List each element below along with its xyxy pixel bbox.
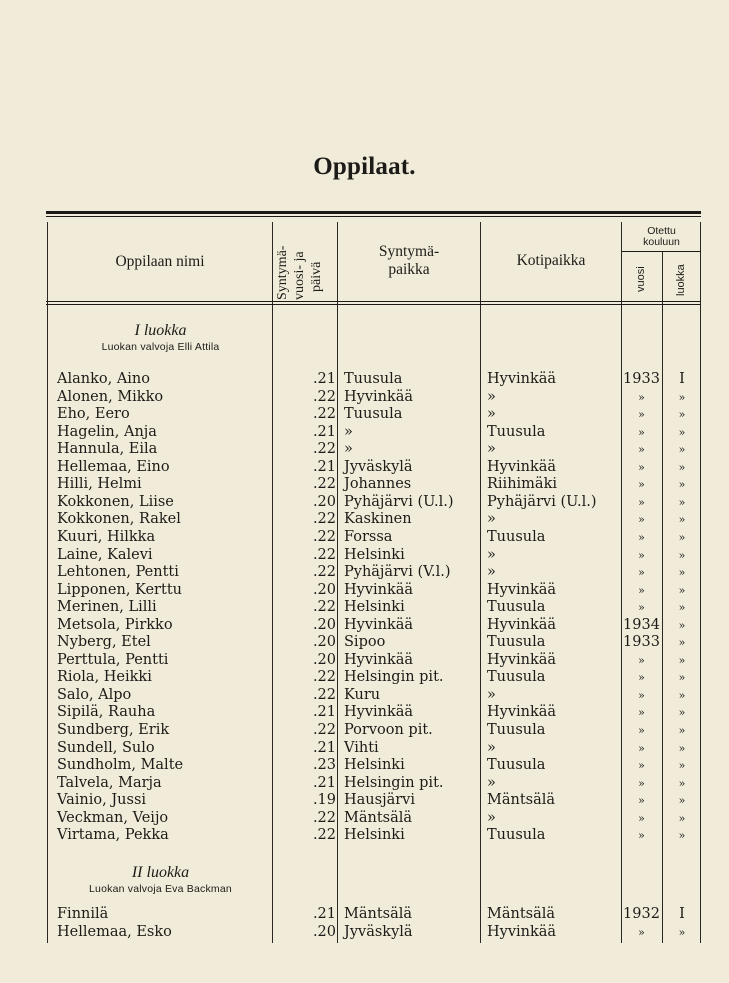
table-row	[0, 687, 729, 705]
student-name: Hellemaa, Esko	[57, 924, 172, 940]
home-town: »	[487, 406, 496, 423]
enrolled-class: »	[678, 653, 686, 667]
birthplace: »	[344, 423, 353, 440]
enrolled-year: »	[638, 653, 645, 667]
enrolled-class: »	[678, 390, 686, 404]
student-name: Riola, Heikki	[57, 669, 152, 686]
section-title: II luokka	[131, 864, 190, 881]
student-name: Eho, Eero	[57, 406, 130, 423]
table-row	[0, 775, 729, 793]
enrolled-class: »	[678, 794, 686, 808]
birth-year: .20	[312, 581, 336, 598]
student-name: Alonen, Mikko	[57, 388, 164, 405]
enrolled-class: »	[678, 408, 686, 422]
birthplace: »	[344, 441, 353, 458]
home-town: Hyvinkää	[487, 616, 557, 633]
header-bottom-rule-thin	[46, 304, 701, 305]
birthplace: Sipoo	[344, 634, 386, 651]
enrolled-year: »	[638, 478, 645, 492]
table-row	[0, 704, 729, 722]
home-town: »	[487, 441, 496, 458]
birthplace: Johannes	[344, 476, 412, 493]
home-town: Tuusula	[487, 599, 546, 616]
birth-year: .21	[312, 371, 336, 387]
home-town: Tuusula	[487, 669, 546, 686]
enrolled-year: »	[638, 688, 645, 702]
enrolled-year: »	[638, 724, 645, 737]
enrolled-year: 1933	[623, 371, 660, 387]
header-birth-date-line3: päivä	[309, 261, 324, 292]
enrolled-class: »	[678, 741, 686, 755]
home-town: Riihimäki	[487, 476, 557, 493]
student-name: Laine, Kalevi	[57, 546, 153, 563]
table-top-rule-thin	[46, 216, 701, 217]
birthplace: Hyvinkää	[344, 388, 414, 405]
table-row	[0, 389, 729, 407]
birth-year: .22	[312, 686, 336, 703]
student-name: Kokkonen, Liise	[57, 493, 174, 510]
home-town: »	[487, 388, 496, 405]
table-row	[0, 669, 729, 687]
birth-year: .22	[312, 441, 336, 458]
birth-year: .21	[312, 906, 336, 922]
enrolled-class: »	[678, 926, 686, 939]
home-town: »	[487, 809, 496, 826]
header-sub-rule	[622, 251, 701, 252]
birthplace: Hyvinkää	[344, 651, 414, 668]
enrolled-year: »	[638, 408, 645, 422]
home-town: Hyvinkää	[487, 704, 557, 721]
header-enrolled-year: vuosi	[635, 266, 647, 292]
home-town: Mäntsälä	[487, 906, 556, 922]
birthplace: Hausjärvi	[344, 792, 415, 809]
birthplace: Hyvinkää	[344, 704, 414, 721]
enrolled-year: 1933	[623, 634, 660, 651]
table-row	[0, 827, 729, 845]
student-name: Sundell, Sulo	[57, 739, 155, 756]
enrolled-year: »	[638, 566, 645, 580]
home-town: Tuusula	[487, 827, 546, 844]
enrolled-class: »	[678, 829, 686, 843]
enrolled-class: »	[678, 425, 686, 439]
birth-year: .22	[312, 476, 336, 493]
birthplace: Tuusula	[344, 406, 403, 423]
student-name: Perttula, Pentti	[57, 651, 169, 668]
home-town: Hyvinkää	[487, 371, 557, 387]
table-row	[0, 564, 729, 582]
enrolled-year: »	[638, 776, 645, 790]
table-row	[0, 511, 729, 529]
home-town: »	[487, 564, 496, 581]
student-name: Sundholm, Malte	[57, 757, 184, 774]
student-name: Merinen, Lilli	[57, 599, 157, 616]
enrolled-class: »	[678, 776, 686, 790]
table-row	[0, 722, 729, 740]
student-name: Talvela, Marja	[57, 774, 162, 791]
header-enrolled-line2: kouluun	[643, 236, 680, 248]
birthplace: Kuru	[344, 686, 381, 703]
birth-year: .22	[312, 564, 336, 581]
home-town: Hyvinkää	[487, 651, 557, 668]
enrolled-class: »	[678, 688, 686, 702]
table-top-rule	[46, 211, 701, 214]
birthplace: Helsinki	[344, 546, 405, 563]
enrolled-year: »	[638, 513, 645, 527]
table-row	[0, 757, 729, 775]
enrolled-year: 1932	[623, 906, 660, 922]
home-town: Tuusula	[487, 722, 546, 738]
birth-year: .22	[312, 546, 336, 563]
enrolled-class: »	[678, 478, 686, 492]
enrolled-year: »	[638, 741, 645, 755]
enrolled-year: »	[638, 548, 645, 562]
birth-year: .21	[312, 704, 336, 721]
student-name: Veckman, Veijo	[57, 809, 169, 826]
birthplace: Pyhäjärvi (U.l.)	[344, 493, 454, 510]
header-birthplace-line1: Syntymä-	[378, 243, 440, 260]
birthplace: Jyväskylä	[344, 458, 413, 475]
birthplace: Helsingin pit.	[344, 669, 444, 686]
home-town: »	[487, 511, 496, 528]
birth-year: .22	[312, 388, 336, 405]
table-row	[0, 547, 729, 565]
student-name: Finnilä	[57, 906, 109, 922]
birth-year: .20	[312, 651, 336, 668]
enrolled-year: »	[638, 583, 645, 597]
birthplace: Jyväskylä	[344, 924, 413, 940]
birth-year: .21	[312, 774, 336, 791]
student-name: Kokkonen, Rakel	[57, 511, 181, 528]
home-town: Pyhäjärvi (U.l.)	[487, 493, 597, 510]
home-town: »	[487, 686, 496, 703]
enrolled-class: »	[678, 618, 686, 632]
birthplace: Mäntsälä	[344, 809, 413, 826]
birthplace: Hyvinkää	[344, 581, 414, 598]
birthplace: Helsinki	[344, 599, 405, 616]
birth-year: .22	[312, 599, 336, 616]
student-name: Kuuri, Hilkka	[57, 528, 156, 545]
table-row	[0, 476, 729, 494]
enrolled-class: »	[678, 811, 686, 825]
birth-year: .20	[312, 924, 336, 940]
student-name: Sipilä, Rauha	[57, 704, 156, 721]
table-row	[0, 441, 729, 459]
table-row	[0, 810, 729, 828]
enrolled-year: »	[638, 794, 645, 808]
birthplace: Helsinki	[344, 827, 405, 844]
student-name: Lipponen, Kerttu	[57, 581, 182, 598]
home-town: »	[487, 739, 496, 756]
table-row	[0, 617, 729, 635]
birth-year: .20	[312, 634, 336, 651]
birth-year: .23	[312, 757, 336, 774]
enrolled-class: »	[678, 548, 686, 562]
birthplace: Helsinki	[344, 757, 405, 774]
home-town: Mäntsälä	[487, 792, 556, 809]
birthplace: Helsingin pit.	[344, 774, 444, 791]
header-name: Oppilaan nimi	[115, 253, 205, 270]
birth-year: .22	[312, 528, 336, 545]
table-row	[0, 406, 729, 424]
enrolled-class: »	[678, 706, 686, 720]
student-name: Hellemaa, Eino	[57, 458, 170, 475]
student-name: Vainio, Jussi	[57, 792, 147, 809]
table-row	[0, 582, 729, 600]
home-town: Tuusula	[487, 423, 546, 440]
birth-year: .20	[312, 493, 336, 510]
table-row	[0, 459, 729, 477]
enrolled-year: »	[638, 601, 645, 615]
enrolled-class: »	[678, 636, 686, 650]
enrolled-year: »	[638, 759, 645, 773]
header-enrolled-class: luokka	[675, 264, 687, 296]
student-name: Nyberg, Etel	[57, 634, 151, 651]
birthplace: Forssa	[344, 528, 393, 545]
enrolled-class: »	[678, 724, 686, 737]
table-row	[0, 652, 729, 670]
birth-year: .22	[312, 669, 336, 686]
enrolled-year: »	[638, 811, 645, 825]
student-name: Hagelin, Anja	[57, 423, 157, 440]
birthplace: Pyhäjärvi (V.l.)	[344, 564, 451, 581]
table-row	[0, 599, 729, 617]
home-town: Hyvinkää	[487, 581, 557, 598]
birth-year: .21	[312, 739, 336, 756]
birthplace: Hyvinkää	[344, 616, 414, 633]
home-town: Tuusula	[487, 634, 546, 651]
birthplace: Vihti	[344, 739, 379, 756]
enrolled-class: »	[678, 601, 686, 615]
birth-year: .22	[312, 511, 336, 528]
enrolled-class: I	[679, 906, 685, 922]
header-birth-date-line2: vuosi- ja	[292, 251, 307, 300]
enrolled-year: »	[638, 926, 645, 939]
student-name: Metsola, Pirkko	[57, 616, 173, 633]
header-birthplace-line2: paikka	[388, 261, 430, 278]
section-title: I luokka	[134, 322, 187, 339]
birth-year: .22	[312, 406, 336, 423]
enrolled-class: I	[679, 371, 685, 387]
enrolled-year: »	[638, 829, 645, 843]
table-row	[0, 906, 729, 924]
birthplace: Mäntsälä	[344, 906, 413, 922]
enrolled-year: »	[638, 443, 645, 457]
header-home: Kotipaikka	[516, 252, 586, 269]
birth-year: .22	[312, 722, 336, 738]
enrolled-class: »	[678, 759, 686, 773]
birth-year: .21	[312, 458, 336, 475]
birth-year: .22	[312, 827, 336, 844]
student-name: Sundberg, Erik	[57, 722, 170, 738]
enrolled-class: »	[678, 513, 686, 527]
enrolled-year: »	[638, 495, 645, 509]
enrolled-year: »	[638, 460, 645, 474]
table-row	[0, 371, 729, 389]
birth-year: .19	[312, 792, 336, 809]
birth-year: .20	[312, 616, 336, 633]
enrolled-year: »	[638, 671, 645, 685]
enrolled-year: »	[638, 706, 645, 720]
table-row	[0, 424, 729, 442]
enrolled-class: »	[678, 566, 686, 580]
table-row	[0, 924, 729, 942]
enrolled-class: »	[678, 583, 686, 597]
home-town: Hyvinkää	[487, 458, 557, 475]
enrolled-class: »	[678, 495, 686, 509]
enrolled-class: »	[678, 443, 686, 457]
birthplace: Porvoon pit.	[344, 722, 433, 738]
student-name: Lehtonen, Pentti	[57, 564, 179, 581]
birthplace: Kaskinen	[344, 511, 412, 528]
table-row	[0, 634, 729, 652]
enrolled-year: 1934	[623, 616, 660, 633]
home-town: »	[487, 774, 496, 791]
enrolled-class: »	[678, 530, 686, 544]
table-row	[0, 529, 729, 547]
table-row	[0, 494, 729, 512]
home-town: Hyvinkää	[487, 924, 557, 940]
student-name: Virtama, Pekka	[57, 827, 169, 844]
section-teacher: Luokan valvoja Eva Backman	[89, 883, 232, 895]
enrolled-year: »	[638, 390, 645, 404]
enrolled-year: »	[638, 530, 645, 544]
birth-year: .22	[312, 809, 336, 826]
section-teacher: Luokan valvoja Elli Attila	[101, 341, 220, 353]
student-name: Salo, Alpo	[57, 686, 132, 703]
page-title: Oppilaat.	[313, 153, 416, 180]
home-town: Tuusula	[487, 528, 546, 545]
header-enrolled-line1: Otettu	[647, 225, 676, 237]
header-birth-date-line1: Syntymä-	[275, 245, 290, 300]
birth-year: .21	[312, 423, 336, 440]
home-town: »	[487, 546, 496, 563]
enrolled-class: »	[678, 671, 686, 685]
student-name: Hilli, Helmi	[57, 476, 142, 493]
birthplace: Tuusula	[344, 371, 403, 387]
enrolled-class: »	[678, 460, 686, 474]
table-row	[0, 740, 729, 758]
home-town: Tuusula	[487, 757, 546, 774]
enrolled-year: »	[638, 425, 645, 439]
student-name: Hannula, Eila	[57, 441, 158, 458]
table-row	[0, 792, 729, 810]
header-bottom-rule	[46, 301, 701, 302]
student-name: Alanko, Aino	[57, 371, 151, 387]
